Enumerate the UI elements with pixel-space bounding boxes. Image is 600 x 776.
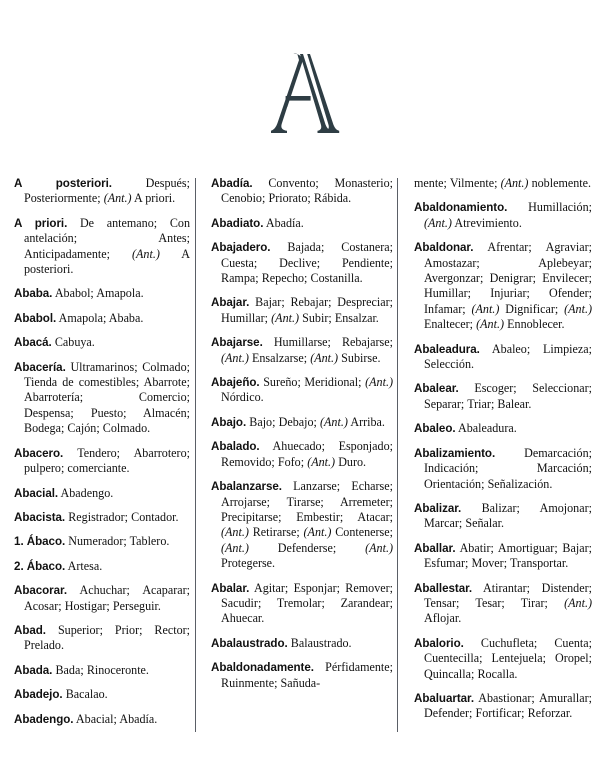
entry-senses: Ahuecado; Esponjado; Removido; Fofo; (Ant.) Duro. <box>221 439 393 469</box>
dictionary-entry <box>211 581 393 627</box>
entry-senses: Humillación; (Ant.) Atrevimiento. <box>424 200 592 230</box>
dictionary-entry <box>14 216 190 278</box>
entry-senses: Abaleo; Limpieza; Selección. <box>424 341 592 372</box>
dictionary-entry <box>14 446 190 477</box>
entry-senses: Cuchufleta; Cuenta; Cuentecilla; Lentejuela; Oropel; Quincalla; Rocalla. <box>424 635 592 681</box>
entry-headword: Abalizar. <box>414 501 462 515</box>
entry-senses: Superior; Prior; Rector; Prelado. <box>24 622 191 653</box>
dictionary-entry <box>14 663 190 678</box>
entry-senses: Pérfidamente; Ruinmente; Sañuda- <box>221 660 393 690</box>
entry-senses: Registrador; Contador. <box>68 509 179 524</box>
entry-headword: Abalizamiento. <box>414 446 496 460</box>
entry-senses: Abadengo. <box>60 485 114 500</box>
dictionary-entry <box>211 240 393 286</box>
entry-headword: Abalado. <box>211 440 260 454</box>
entry-senses: Afrentar; Agraviar; Amostazar; Aplebeyar; Avergonzar; Denigrar; Envilecer; Humillar; Injuriar; Ofender; Infamar; (Ant.) Dignificar; (Ant.) Enaltecer; (Ant.) Ennoblecer. <box>424 240 592 332</box>
antonym-marker: (Ant.) <box>320 414 348 429</box>
entry-senses: Abadía. <box>265 215 304 230</box>
entry-senses: Atirantar; Distender; Tensar; Tesar; Tirar; (Ant.) Aflojar. <box>424 580 592 626</box>
entry-headword: Abajo. <box>211 415 247 429</box>
dictionary-entry <box>414 501 592 532</box>
antonym-marker: (Ant.) <box>310 350 339 365</box>
column-divider-1 <box>195 178 196 732</box>
dictionary-column-1 <box>14 176 190 727</box>
entry-senses: Ababol; Amapola. <box>54 286 144 301</box>
entry-senses: Abastionar; Amurallar; Defender; Fortificar; Reforzar. <box>424 690 592 721</box>
antonym-marker: (Ant.) <box>365 540 393 555</box>
antonym-marker: (Ant.) <box>221 540 249 555</box>
entry-senses: Bacalao. <box>65 687 108 702</box>
entry-headword: Abaleo. <box>414 422 456 436</box>
antonym-marker: (Ant.) <box>424 215 452 230</box>
dictionary-entry <box>211 439 393 470</box>
entry-senses: Bajar; Rebajar; Despreciar; Humillar; (Ant.) Subir; Ensalzar. <box>221 295 393 325</box>
dictionary-body <box>0 176 600 776</box>
dictionary-entry <box>14 712 190 727</box>
entry-headword: Abacería. <box>14 360 66 374</box>
entry-headword: Abalear. <box>414 382 459 396</box>
dictionary-entry <box>14 510 190 525</box>
entry-headword: Abacorar. <box>14 584 68 598</box>
entry-senses: Balaustrado. <box>290 635 352 650</box>
entry-senses: Abaleadura. <box>458 421 517 436</box>
entry-headword: Abaleadura. <box>414 342 480 356</box>
antonym-marker: (Ant.) <box>365 375 394 390</box>
dictionary-entry <box>414 200 592 231</box>
dictionary-entry <box>14 559 190 574</box>
entry-headword: Abalaustrado. <box>211 636 288 650</box>
page-header <box>0 34 600 154</box>
dictionary-entry <box>211 479 393 571</box>
entry-senses: Abacial; Abadía. <box>75 711 158 726</box>
entry-senses: Amapola; Ababa. <box>58 310 144 325</box>
antonym-marker: (Ant.) <box>307 454 336 469</box>
dictionary-entry <box>211 295 393 326</box>
entry-headword: Abalar. <box>211 581 250 595</box>
entry-senses: Tendero; Abarrotero; pulpero; comerciante. <box>24 445 190 476</box>
dictionary-entry <box>14 311 190 326</box>
entry-senses: Numerador; Tablero. <box>68 534 170 549</box>
entry-headword: Abaldonadamente. <box>211 661 314 675</box>
entry-senses: Cabuya. <box>54 335 95 350</box>
entry-headword: Abad. <box>14 623 46 637</box>
antonym-marker: (Ant.) <box>564 595 592 610</box>
entry-headword: Ábaco. <box>26 535 66 549</box>
entry-senses: mente; Vilmente; (Ant.) noblemente. <box>414 176 592 190</box>
dictionary-entry <box>211 176 393 207</box>
antonym-marker: (Ant.) <box>500 176 529 190</box>
dictionary-entry <box>211 335 393 366</box>
dictionary-entry <box>14 335 190 350</box>
dictionary-entry <box>14 286 190 301</box>
dictionary-entry <box>14 583 190 614</box>
dictionary-entry <box>14 176 190 207</box>
entry-headword: Abadengo. <box>14 712 74 726</box>
antonym-marker: (Ant.) <box>564 301 592 316</box>
entry-senses: Bada; Rinoceronte. <box>55 662 149 677</box>
antonym-marker: (Ant.) <box>271 310 300 325</box>
entry-senses: Abatir; Amortiguar; Bajar; Esfumar; Mover; Transportar. <box>424 540 592 571</box>
dictionary-entry <box>14 534 190 549</box>
dictionary-entry <box>414 691 592 722</box>
entry-headword: Abadiato. <box>211 216 264 230</box>
entry-headword: Abalorio. <box>414 636 464 650</box>
entry-headword: Abacista. <box>14 510 66 524</box>
entry-senses: Convento; Monasterio; Cenobio; Priorato; Rábida. <box>221 176 393 206</box>
entry-headword: Abaldonar. <box>414 241 474 255</box>
entry-headword: Abajeño. <box>211 376 260 390</box>
entry-senses: De antemano; Con antelación; Antes; Anticipadamente; (Ant.) A posteriori. <box>24 215 190 277</box>
dictionary-entry <box>211 216 393 231</box>
dictionary-entry <box>414 446 592 492</box>
entry-headword: Abajar. <box>211 296 250 310</box>
dictionary-entry <box>14 623 190 654</box>
entry-senses: Ultramarinos; Colmado; Tienda de comestibles; Abarrote; Abarrotería; Comercio; Despensa; Puesto; Almacén; Bodega; Cajón; Colmado. <box>24 359 191 436</box>
entry-senses: Artesa. <box>67 558 103 573</box>
entry-headword: A posteriori. <box>14 177 112 190</box>
dictionary-column-3 <box>414 176 592 722</box>
entry-headword: Aballar. <box>414 541 456 555</box>
dictionary-entry <box>211 415 393 430</box>
antonym-marker: (Ant.) <box>471 301 500 316</box>
entry-senses: Demarcación; Indicación; Marcación; Orientación; Señalización. <box>424 445 592 491</box>
dictionary-entry <box>414 636 592 682</box>
entry-headword: Ábaco. <box>26 559 66 573</box>
entry-continuation <box>414 176 592 191</box>
antonym-marker: (Ant.) <box>221 350 249 365</box>
entry-headword: Ababol. <box>14 311 57 325</box>
dictionary-entry <box>14 687 190 702</box>
entry-headword: Abaluartar. <box>414 691 475 705</box>
dictionary-entry <box>211 375 393 406</box>
entry-senses: Achuchar; Acaparar; Acosar; Hostigar; Perseguir. <box>24 583 190 613</box>
entry-senses: Balizar; Amojonar; Marcar; Señalar. <box>424 500 592 531</box>
entry-headword: Aballestar. <box>414 581 473 595</box>
entry-headword: Abacial. <box>14 486 59 500</box>
dictionary-entry <box>211 636 393 651</box>
dictionary-entry <box>414 581 592 627</box>
entry-senses: Escoger; Seleccionar; Separar; Triar; Balear. <box>424 381 593 411</box>
dictionary-entry <box>14 486 190 501</box>
section-letter-a-icon <box>254 51 346 137</box>
column-divider-2 <box>397 178 398 732</box>
entry-number: 2. <box>14 559 24 573</box>
dictionary-entry <box>414 342 592 373</box>
antonym-marker: (Ant.) <box>103 191 132 206</box>
entry-headword: A priori. <box>14 216 68 230</box>
entry-senses: Después; Posteriormente; (Ant.) A priori. <box>24 176 190 206</box>
entry-number: 1. <box>14 535 24 549</box>
entry-headword: Abadejo. <box>14 688 63 702</box>
entry-headword: Abacá. <box>14 336 52 350</box>
entry-headword: Abajarse. <box>211 336 263 350</box>
antonym-marker: (Ant.) <box>221 525 249 540</box>
dictionary-entry <box>14 360 190 437</box>
dictionary-column-2 <box>211 176 393 691</box>
dictionary-entry <box>211 660 393 691</box>
antonym-marker: (Ant.) <box>476 317 505 332</box>
entry-headword: Abada. <box>14 663 53 677</box>
entry-senses: Bajada; Costanera; Cuesta; Declive; Pendiente; Rampa; Repecho; Costanilla. <box>221 240 394 286</box>
entry-headword: Abalanzarse. <box>211 480 282 494</box>
entry-senses: Lanzarse; Echarse; Arrojarse; Tirarse; Arremeter; Precipitarse; Embestir; Atacar; (Ant.) Retirarse; (Ant.) Contenerse; (Ant.) Defenderse; (Ant.) Protegerse. <box>221 479 393 571</box>
dictionary-entry <box>414 541 592 572</box>
entry-senses: Bajo; Debajo; (Ant.) Arriba. <box>249 414 385 429</box>
dictionary-entry <box>414 421 592 436</box>
entry-headword: Abadía. <box>211 177 253 190</box>
entry-headword: Abajadero. <box>211 241 271 255</box>
dictionary-entry <box>414 240 592 332</box>
antonym-marker: (Ant.) <box>132 246 160 261</box>
dictionary-entry <box>414 381 592 412</box>
antonym-marker: (Ant.) <box>303 525 332 540</box>
entry-senses: Agitar; Esponjar; Remover; Sacudir; Tremolar; Zarandear; Ahuecar. <box>221 580 393 626</box>
entry-headword: Ababa. <box>14 287 53 301</box>
entry-senses: Humillarse; Rebajarse; (Ant.) Ensalzarse; (Ant.) Subirse. <box>221 335 393 365</box>
entry-headword: Abaldonamiento. <box>414 201 508 215</box>
entry-senses: Sureño; Meridional; (Ant.) Nórdico. <box>221 375 394 405</box>
entry-headword: Abacero. <box>14 446 64 460</box>
